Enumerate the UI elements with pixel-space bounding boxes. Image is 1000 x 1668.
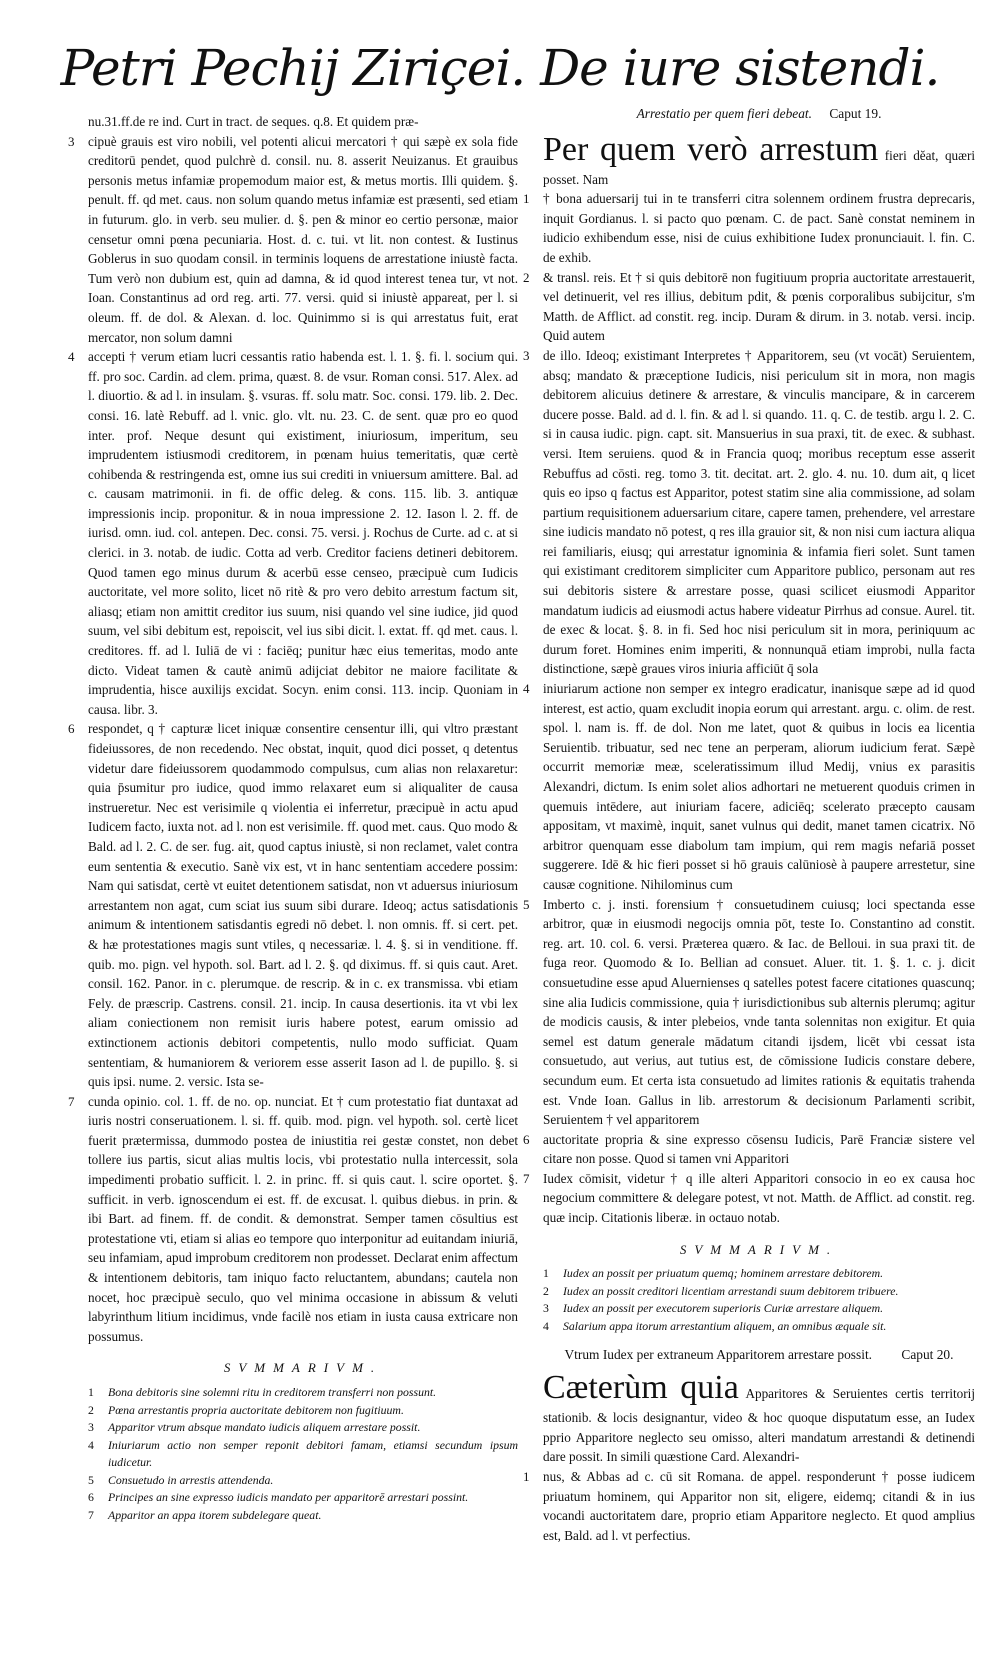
chapter-lead-words: Cæterùm quia bbox=[543, 1369, 739, 1407]
summary-number: 3 bbox=[543, 1301, 549, 1316]
summary-heading: SVMMARIVM. bbox=[679, 1241, 839, 1257]
summary-item bbox=[543, 1318, 975, 1336]
right-paragraph bbox=[523, 346, 975, 679]
summary-item bbox=[88, 1437, 518, 1472]
summary-text: Apparitor an appa itorem subdelegare queat. bbox=[108, 1507, 322, 1522]
chapter-opening bbox=[543, 1368, 975, 1467]
paragraph-text: & transl. reis. Et † si quis debitorē non fugitiuum propria auctoritate arrestauerit, vel detinuerit, vel res illius, debitum pdit, & pœnis corporalibus subijcitur, s'm Matth. de Afflict. ad constit. reg. incip. Duram & dirum. in 3. notab. versi. incip. Quid autem bbox=[543, 269, 975, 344]
right-paragraph bbox=[523, 1467, 975, 1545]
summary-item bbox=[543, 1300, 975, 1318]
right-paragraph bbox=[523, 1169, 975, 1228]
left-paragraph bbox=[88, 112, 518, 132]
summary-item bbox=[88, 1402, 518, 1420]
summary-number: 7 bbox=[88, 1507, 94, 1522]
paragraph-text: nu.31.ff.de re ind. Curt in tract. de seques. q.8. Et quidem præ- bbox=[88, 114, 419, 129]
summary-number: 2 bbox=[88, 1402, 94, 1417]
summary-text: Consuetudo in arrestis attendenda. bbox=[108, 1472, 274, 1487]
summary-text: Iudex an possit per executorem superioris Curiæ arrestare aliquem. bbox=[563, 1301, 884, 1316]
right-column bbox=[523, 102, 975, 1545]
left-paragraph bbox=[68, 132, 518, 348]
summary-item bbox=[543, 1265, 975, 1283]
summary-text: Apparitor vtrum absque mandato iudicis aliquem arrestare possit. bbox=[108, 1420, 421, 1434]
chapter-caption-text: Arrestatio per quem fieri debeat. bbox=[636, 106, 812, 121]
paragraph-text: † bona aduersarij tui in te transferri citra solennem ordinem frustra deprecaris, inquit Gordianus. l. si pacto quo pœnam. C. de pact. Sanè constat neminem in iudicio exhibendum esse, nisi de cuius exhibitione Iudex pronunciauit. l. fin. C. de exhib. bbox=[543, 191, 975, 265]
margin-number: 6 bbox=[523, 1131, 530, 1147]
summary-text: Bona debitoris sine solemni ritu in creditorem transferri non possunt. bbox=[108, 1385, 437, 1399]
summary-text: Salarium appa itorum arrestantium aliquem, an omnibus æquale sit. bbox=[563, 1318, 887, 1333]
summary-number: 3 bbox=[88, 1420, 94, 1434]
paragraph-text: cunda opinio. col. 1. ff. de no. op. nunciat. Et † cum protestatio fiat duntaxat ad iuris nostri conseruationem. l. si. ff. quib. mod. pign. vel hypoth. sol. certè licet fuerit prætermissa, dummodo postea de iniustitia rei gestæ constet, non debet tollere ius partis, sicut alias multis locis, vbi protestatio nulla intercessit, sola impedimenti probatio sufficit. l. 2. in princ. ff. si quis caut. l. scire oportet. §. sufficit. in verb. ignoscendum ei est. ff. de excusat. l. quibus diebus. in prin. & ibi Bart. ad finem. ff. de condit. & demonstrat. Semper tamen cōsultius est protestatione vti, etiam si alias eo tempore quo interponitur ad euitandam iniuriā, seu infamiam, apud improbum creditorem non prodesset. Declarat enim affectum & intentionem debitoris, tam iniquo facto reluctantem, abundans; cautela non nocet, hoc præcipuè seculo, quo vel minima occasione in abissum & veluti labyrinthum litium incidimus, vnde facilè nos etiam in iusta causa extricare non possumus. bbox=[88, 1093, 518, 1344]
summary-item bbox=[88, 1489, 518, 1507]
left-paragraph bbox=[68, 347, 518, 719]
left-column bbox=[68, 112, 518, 1534]
paragraph-text: cipuè grauis est viro nobili, vel potenti alicui mercatori † qui sæpè ex sola fide creditorū pendet, quod pulchrè d. consil. nu. 8. asserit Neuizanus. Et grauibus personis metus infamiæ propemodum maior est, & metus mortis. Illi quidem. §. penult. ff. qd met. caus. non solum quando metus infamiæ est præsenti, sed etiam in futurum. glo. in verb. seu mulier. d. §. pen & minor eo certio personæ, maior censetur omni pœna pecuniaria. Host. d. c. tui. vt lit. non contest. & Iustinus Goblerus in suo quodam consil. in terminis loquens de arrestatione iniustè facta. Tum verò non dubium est, quin ad damna, & id quod interest tenea tur, vt not. Ioan. Constantinus ad ord reg. arti. 77. versi. quid si iniustè appareat, per l. si oleum. ff. de dol. & Alexan. d. loc. Quinimmo si is qui arrestatus fuit, erat mercator, non solum damni bbox=[88, 133, 518, 345]
margin-number: 6 bbox=[68, 721, 75, 737]
right-paragraph bbox=[523, 895, 975, 1130]
summary-list bbox=[543, 1265, 975, 1335]
paragraph-text: Iudex cōmisit, videtur † q ille alteri Apparitori consocio in eo ex causa hoc negocium committere & delegare potest, vt not. Matth. de Afflict. ad constit. reg. quæ incip. Citationis liberæ. in octauo notab. bbox=[543, 1170, 975, 1226]
summary-item bbox=[543, 1283, 975, 1301]
summary-number: 4 bbox=[88, 1437, 94, 1452]
chapter-lead-rest: fieri dĕat, quæri posset. Nam bbox=[543, 147, 975, 187]
summary-text: Iudex an possit per priuatum quemq; hominem arrestare debitorem. bbox=[563, 1266, 884, 1281]
right-paragraph bbox=[523, 679, 975, 895]
margin-number: 3 bbox=[523, 347, 530, 363]
summary-number: 4 bbox=[543, 1318, 549, 1333]
paragraph-text: auctoritate propria & sine expresso cōsensu Iudicis, Parē Franciæ sistere vel citare non posse. Quod si tamen vni Apparitori bbox=[543, 1131, 975, 1167]
paragraph-text: respondet, q † capturæ licet iniquæ consentire censentur illi, qui vltro præstant fideiussores, de non recedendo. Nec obstat, inquit, quod dici posset, q detentus videtur dare fideiussorem quodammodo compulsus, cum alias non relaxaretur: quia p̄sumitur pro iudice, quod immo relaxaret eum si aliqualiter de causa instrueretur. Nec est verisimile q violentia ei inferretur, præcipuè in actu apud Iudicem facto, iuxta not. ad l. non est verisimile. ff. quod met. caus. Quo modo & Bald. ad l. 2. C. de ser. fug. ait, quod captus iniustè, si non reclamet, valet contra eum sententia & executio. Sanè vix est, vt in hanc sententiam accedere possim: Nam qui satisdat, certè vt euitet detentionem satisdat, non vt aduersus iniuriosum arrestantem non agat, cum sciat ius suum sibi durare. Ideoq; actus satisdationis animum & intentionem satisdantis egredi nō debet. l. non omnis. ff. si cert. pet. & hæ protestationes magis sunt vtiles, q necessariæ. l. 4. §. si in venditione. ff. quib. mo. pign. vel hypoth. sol. Bart. ad l. 2. §. qd diximus. ff. si quis caut. Aret. consil. 162. Panor. in c. plerumque. de rescrip. & in c. ex transmissa. vbi etiam Fely. de præscrip. Castrens. consil. 21. incip. In causa desertionis. ita vt vbi lex aliam coniectionem non remisit iuris habere potest, earum omissio ad extinctionem actionis debitori competentis, nullo modo sufficiat. Quam sententiam, & humaniorem & veriorem esse asserit Iason ad l. de pupillo. §. si quis ipsi. nume. 2. versic. Ista se- bbox=[88, 721, 518, 1090]
margin-number: 3 bbox=[68, 133, 75, 149]
summary-item bbox=[88, 1472, 518, 1490]
summary-number: 1 bbox=[543, 1266, 549, 1281]
chapter-title-text: Vtrum Iudex per extraneum Apparitorem arrestare possit. bbox=[564, 1347, 873, 1363]
left-paragraph bbox=[68, 1092, 518, 1347]
summary-heading: SVMMARIVM. bbox=[223, 1360, 383, 1376]
margin-number: 5 bbox=[523, 896, 530, 912]
margin-number: 7 bbox=[523, 1170, 530, 1186]
paragraph-text: Imberto c. j. insti. forensium † consuetudinem cuiusq; loci spectanda esse arbitror, quæ in eiusmodi negocijs omnia pōt, teste Io. Constantino ad constit. reg. art. 10. col. 6. versi. Præterea quæro. & Iac. de Belloui. in sua praxi tit. de fuga reor. Quomodo & Io. Bellian ad consuet. Aluer. tit. 1. §. 1. c. j. dicit consuetudine esse apud Aluernienses q satelles potest facere citationes quascunq; sine alia Iudicis commissione, quia † iurisdictionibus sub alternis plerumq; agitur de modicis causis, & inter plebeios, vnde tanta solennitas non exigitur. Et quia semel est datum generale mādatum citandi ijsdem, licēt vbi cessat ista consuetudo, aut verius, aut tutius est, de cōmissione Iudicis constare debere, secundum eum. Et certa ista consuetudo ad limites rationis & equitatis trahenda est. Vnde Ioan. Gallus in lib. arrestorum & decisionum Parlamenti scribit, Seruientem † vel apparitorem bbox=[543, 896, 975, 1128]
margin-number: 4 bbox=[68, 349, 75, 365]
chapter-opening bbox=[543, 130, 975, 190]
summary-text: Principes an sine expresso iudicis mandato per apparitorē arrestari possint. bbox=[108, 1490, 469, 1504]
summary-number: 5 bbox=[88, 1472, 94, 1487]
paragraph-text: accepti † verum etiam lucri cessantis ratio habenda est. l. 1. §. fi. l. socium qui. ff. pro soc. Cardin. ad clem. prima, quæst. 8. de vsur. Roman consi. 517. Alex. ad l. diuortio. & ad l. in insulam. §. vsuras. ff. solu matr. Soc. consi. 179. lib. 2. Dec. consi. 16. latè Rebuff. ad l. vnic. glo. vlt. nu. 23. C. de sent. quæ pro eo quod inter. prof. Neque desunt qui existiment, iniuriosum, imperitum, seu imprudentem istiusmodi creditorem, in pœnam huius temeritatis, quæ certè cohibenda & restringenda est, omne ius sui crediti in vniuersum amittere. Bal. ad c. causam matrimonii. in fi. de offic deleg. & cons. 115. lib. 3. antiquæ impressionis incip. proponitur. & in noua impressione 2. 12. Iason l. 2. ff. de iurisd. omn. iud. col. antepen. Dec. consi. 75. versi. j. Rochus de Curte. ad c. at si clerici. in 3. notab. de iudic. Cotta ad verb. Creditor faciens detineri debitorem. Quod tamen ego minus durum & acerbū esse censeo, præcipuè cum Iudicis auctoritate, vel more solito, licet nō ritè & pro vero debito arrestum factum sit, aliasq; etiam non amittit creditor ius suum, nisi quando vel sine iudice, jid quod suum, vel sibi debitum est, repoiscit, vel ius sibi dicit. l. extat. ff. qd met. caus. l. creditores. ff. ad l. Iuliā de vi : faciēq; punitur hæc eius temeritas, modo ante dicto. Videat tamen & cautè animū adijciat debitor ne maiore facilitate & imprudentia, hisce auxilijs excidat. Socyn. enim consi. 113. incip. Quoniam in causa. libr. 3. bbox=[88, 349, 518, 717]
summary-item bbox=[88, 1507, 518, 1525]
paragraph-text: nus, & Abbas ad c. cū sit Romana. de appel. responderunt † posse iudicem priuatum hominem, qui Apparitor non sit, eligere, eidemq; citandi & in ius vocandi auctoritatem dare, proprio etiam Apparitore neglecto. Et quod amplius est, Bald. ad l. vt perfectius. bbox=[543, 1469, 975, 1543]
margin-number: 4 bbox=[523, 681, 530, 697]
summary-number: 6 bbox=[88, 1490, 94, 1504]
summary-number: 2 bbox=[543, 1283, 549, 1298]
running-head: Petri Pechij Ziriçei. De iure sistendi. bbox=[60, 39, 940, 97]
paragraph-text: de illo. Ideoq; existimant Interpretes † Apparitorem, seu (vt vocāt) Seruientem, absq; mandato & præceptione Iudicis, nisi periculum sit in mora, non magis debitorem alicuius detinere & arrestare, & vinculis mancipare, & in carcerem ducere posse. Bald. ad d. l. fin. & ad l. si quando. 11. q. C. de testib. argu l. 2. C. si in causa iudic. pign. capt. sit. Mansuerius in sua praxi, tit. de exec. & subhast. versi. Item seruiens. quod & in Francia quoq; moribus receptum esse asserit Rebuffus ad cōsti. reg. tomo 3. tit. decitat. art. 2. glo. 4. nu. 10. dum ait, q licet quis eo ipso q factus est Apparitor, potest statim sine alia commissione, ad solam partium requisitionem aduersarium citare, capere tamen, prehendere, vel arrestare sine iudicis mandato nō potest, q res illa grauior sit, & non nisi cum iactura aliqua rei familiaris, eiusq; qui arrestatur ignominia & infamia fieri solet. Sunt tamen qui existimant creditorem simpliciter cum Apparitore publico, personam aut res sui debitoris sistere & arrestare posse, quasi scilicet eiusmodi Apparitor mandatum iudicis ad eiusmodi actus habere videatur Pirrhus ad consue. Aurel. tit. de exec & locat. §. 8. in fi. Sed hoc nisi periculum sit in mora, periniquum ac durum foret. Homines enim imperiti, & nonnunquā etiam improbi, nulla facta distinctione, sæpè graues viros iniuria afficiūt q̄ sola bbox=[543, 347, 975, 677]
summary-list bbox=[88, 1384, 518, 1524]
left-paragraph bbox=[68, 719, 518, 1091]
summary-text: Iudex an possit creditori licentiam arrestandi suum debitorem tribuere. bbox=[563, 1283, 899, 1298]
summary-item bbox=[88, 1419, 518, 1437]
margin-number: 2 bbox=[523, 269, 530, 285]
summary-number: 1 bbox=[88, 1385, 94, 1399]
right-paragraph bbox=[523, 268, 975, 346]
chapter-label: Caput 20. bbox=[901, 1347, 954, 1363]
summary-text: Pœna arrestantis propria auctoritate debitorem non fugitiuum. bbox=[108, 1402, 404, 1417]
chapter-lead-words: Per quem verò arrestum bbox=[543, 130, 879, 168]
chapter-title bbox=[563, 1345, 955, 1364]
margin-number: 7 bbox=[68, 1093, 75, 1109]
paragraph-text: iniuriarum actione non semper ex integro eradicatur, inanisque sæpe ad id quod interest, est actio, quam excludit inopia eorum qui arrestant. argu. c. olim. de rest. spol. l. nam is. ff. de dol. Non me latet, quot & quibus in locis ea licentia Seruientib. tribuatur, sed nec tene an perperam, aliorum iudicium ferat. Sæpè occurrit memoriæ meæ, sceleratissimum illud Medij, vnius ex parasitis Alexandri, dictum. Is enim solet alios adhortari ne metuerent quoduis crimen in quemuis intēdere, aut iniuriam facere, adiciēq; scelerato præcepto causam appositam, vt maximè, inquit, sanet vulnus qui dedit, manet tamen cicatrix. Nō arbitror quenquam esse diabolum tam impium, qui rem magis nefariā posset suggerere. Idē & hic fieri posset si hō grauis calūniosè à paupere arrestetur, sine causæ cognitione. Nihilominus cum bbox=[543, 681, 975, 892]
right-paragraph bbox=[523, 1130, 975, 1169]
margin-number: 1 bbox=[523, 1469, 530, 1485]
chapter-label: Caput 19. bbox=[829, 106, 882, 121]
summary-text: Iniuriarum actio non semper reponit debitori famam, etiamsi secundum ipsum iudicetur. bbox=[108, 1437, 518, 1469]
summary-item bbox=[88, 1384, 518, 1402]
margin-number: 1 bbox=[523, 191, 530, 207]
chapter-caption bbox=[543, 104, 975, 124]
chapter-lead-rest: Apparitores & Seruientes certis territorij stationib. & locis designantur, video & hoc quoque disputatum esse, an Iudex pprio Apparitore neglecto seu omisso, alteri mandatum arrestandi & detinendi dare possit. In simili quæstione Card. Alexandri- bbox=[543, 1386, 975, 1465]
right-paragraph bbox=[523, 189, 975, 267]
